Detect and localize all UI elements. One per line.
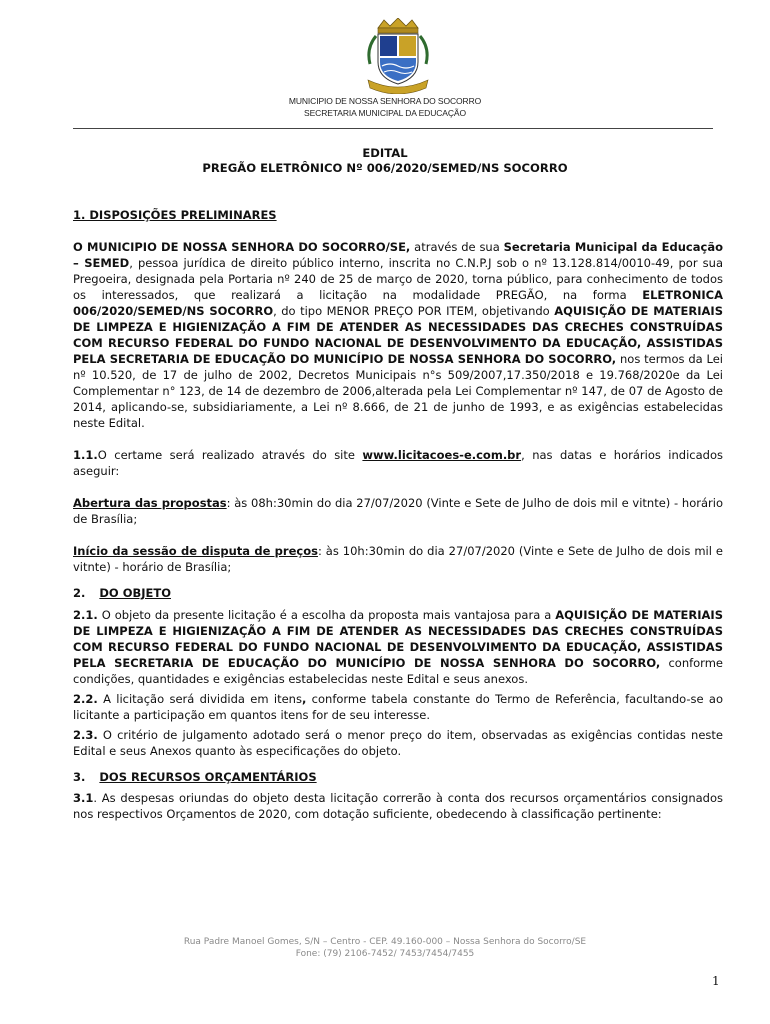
text-span: O critério de julgamento adotado será o menor preço do item, observadas as exigências contidas neste Edital e seus Anexos quanto às especificações do objeto. [73,728,723,758]
header-divider [73,128,713,129]
text-span: , [301,692,307,706]
text-span: . As despesas oriundas do objeto desta licitação correrão à conta dos recursos orçamentários consignados nos respectivos Orçamentos de 2020, com dotação suficiente, obedecendo à classificação pertinente: [73,791,723,821]
text-span: , nas datas e horários indicados aseguir: [73,448,723,478]
dispute-start [73,543,723,575]
object-description: AQUISIÇÃO DE MATERIAIS DE LIMPEZA E HIGIENIZAÇÃO A FIM DE ATENDER AS NECESSIDADES DAS CRECHES CONSTRUÍDAS COM RECURSO FEDERAL DO FUNDO NACIONAL DE DESENVOLVIMENTO DA EDUCAÇÃO, ASSISTIDAS PELA SECRETARIA DE EDUCAÇÃO DO MUNICÍPIO DE NOSSA SENHORA DO SOCORRO, [73,304,723,366]
clause-3-1 [73,790,723,822]
text-span: , pessoa jurídica de direito público interno, inscrita no C.N.P.J sob o nº 13.128.814/0010-49, por sua Pregoeira, designada pela Portaria nº 240 de 25 de março de 2020, torna público, para conhecimento de todos os interessados, que realizará a licitação na modalidade PREGÃO, na forma [73,256,723,302]
text-span: através de sua [410,240,504,254]
section-1-heading: 1. DISPOSIÇÕES PRELIMINARES [73,208,277,222]
section-3-heading [73,769,723,785]
text-span: nos termos da Lei nº 10.520, de 17 de julho de 2002, Decretos Municipais n°s 509/2007,17.350/2018 e 19.768/2020e da Lei Complementar n° 123, de 14 de dezembro de 2006,alterada pela Lei Complementar nº 147, de 07 de Agosto de 2014, aplicando-se, subsidiariamente, a Lei nº 8.666, de 21 de junho de 1993, e as exigências estabelecidas neste Edital. [73,352,723,430]
section-title: DO OBJETO [99,586,171,600]
clause-2-3 [73,727,723,759]
text-span: conforme condições, quantidades e exigências estabelecidas neste Edital e seus anexos. [73,656,723,686]
text-span: O certame será realizado através do site [97,448,363,462]
section-number: 3. [73,770,86,784]
text-span: conforme tabela constante do Termo de Referência, facultando-se ao licitante a participação em quantos itens for de seu interesse. [73,692,724,722]
pregao-number: ELETRONICA 006/2020/SEMED/NS SOCORRO [73,288,723,318]
section-2-heading [73,585,723,601]
text-span: O objeto da presente licitação é a escolha da proposta mais vantajosa para a [97,608,556,622]
document-title: EDITAL [362,146,408,160]
text-span: : às 08h:30min do dia 27/07/2020 (Vinte e Sete de Julho de dois mil e vitnte) - horário de Brasília; [73,496,723,526]
website-link[interactable]: www.licitacoes-e.com.br [362,448,522,462]
semed-name: Secretaria Municipal da Educação – SEMED [73,240,723,270]
text-span: A licitação será dividida em itens [97,692,302,706]
clause-number: 1.1. [73,448,98,462]
text-span: , do tipo MENOR PREÇO POR ITEM, objetivando [273,304,555,318]
section-number: 2. [73,586,86,600]
dispute-start-label: Início da sessão de disputa de preços [73,544,318,558]
footer-phone: Fone: (79) 2106-7452/ 7453/7454/7455 [295,949,475,959]
header-secretariat: SECRETARIA MUNICIPAL DA EDUCAÇÃO [304,108,466,118]
clause-number: 2.2. [73,692,98,706]
section-title: DOS RECURSOS ORÇAMENTÁRIOS [99,770,317,784]
clause-number: 2.3. [73,728,98,742]
clause-2-2 [73,691,723,723]
header-municipality: MUNICIPIO DE NOSSA SENHORA DO SOCORRO [288,96,482,106]
footer-address: Rua Padre Manoel Gomes, S/N – Centro - CEP. 49.160-000 – Nossa Senhora do Socorro/SE [183,937,587,947]
object-description: AQUISIÇÃO DE MATERIAIS DE LIMPEZA E HIGIENIZAÇÃO A FIM DE ATENDER AS NECESSIDADES DAS CRECHES CONSTRUÍDAS COM RECURSO FEDERAL DO FUNDO NACIONAL DE DESENVOLVIMENTO DA EDUCAÇÃO, ASSISTIDAS PELA SECRETARIA DE EDUCAÇÃO DO MUNICÍPIO DE NOSSA SENHORA DO SOCORRO, [73,608,723,670]
municipality-name: O MUNICIPIO DE NOSSA SENHORA DO SOCORRO/SE, [73,240,411,254]
section-1-paragraph [73,239,723,431]
municipal-coat-of-arms-icon [364,18,432,94]
proposal-opening-label: Abertura das propostas [73,496,227,510]
text-span: : às 10h:30min do dia 27/07/2020 (Vinte e Sete de Julho de dois mil e vitnte) - horário de Brasília; [73,544,723,574]
proposal-opening [73,495,723,527]
clause-number: 3.1 [73,791,94,805]
clause-2-1 [73,607,723,687]
document-body [73,207,723,822]
document-subtitle: PREGÃO ELETRÔNICO Nº 006/2020/SEMED/NS SOCORRO [202,161,568,175]
clause-number: 2.1. [73,608,98,622]
clause-1-1 [73,447,723,479]
page-number: 1 [712,974,720,988]
